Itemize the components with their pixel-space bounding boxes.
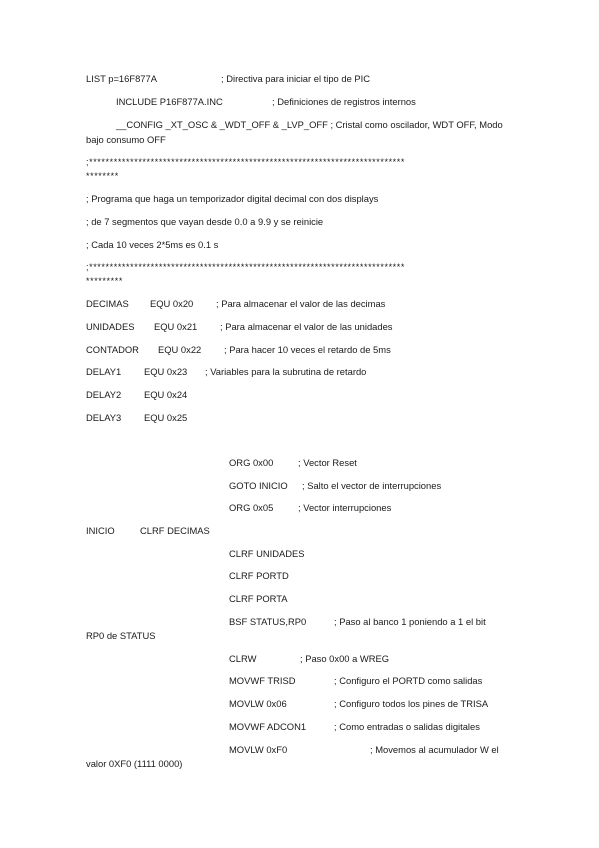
comment-line: ; de 7 segmentos que vayan desde 0.0 a 9.9 y se reinicie: [86, 216, 324, 227]
equ-label: DELAY3: [86, 412, 122, 423]
separator-line: ;*****************************************************************************: [86, 262, 405, 272]
separator-line-continuation: *********: [86, 276, 123, 286]
code-comment: ; Para almacenar el valor de las unidades: [220, 321, 393, 332]
equ-value: EQU 0x25: [144, 412, 188, 423]
config-line: __CONFIG _XT_OSC & _WDT_OFF & _LVP_OFF ; Cristal como oscilador, WDT OFF, Modo: [116, 119, 503, 130]
code-comment: ; Directiva para iniciar el tipo de PIC: [221, 73, 371, 84]
code-comment: ; Paso 0x00 a WREG: [300, 653, 390, 664]
equ-label: DECIMAS: [86, 298, 129, 309]
code-instruction: MOVLW 0xF0: [229, 744, 288, 755]
code-comment: ; Definiciones de registros internos: [272, 96, 416, 107]
code-comment: ; Variables para la subrutina de retardo: [205, 366, 367, 377]
separator-line-continuation: ********: [86, 171, 119, 181]
code-comment: ; Vector interrupciones: [298, 502, 392, 513]
code-comment-continuation: valor 0XF0 (1111 0000): [86, 758, 183, 769]
code-comment: ; Para almacenar el valor de las decimas: [216, 298, 386, 309]
code-comment: ; Como entradas o salidas digitales: [334, 721, 480, 732]
code-instruction: CLRF PORTA: [229, 593, 288, 604]
equ-value: EQU 0x22: [158, 344, 202, 355]
equ-value: EQU 0x23: [144, 366, 188, 377]
equ-value: EQU 0x21: [154, 321, 198, 332]
code-instruction: MOVWF TRISD: [229, 675, 296, 686]
code-instruction: BSF STATUS,RP0: [229, 616, 307, 627]
comment-line: ; Cada 10 veces 2*5ms es 0.1 s: [86, 239, 219, 250]
equ-label: DELAY2: [86, 389, 122, 400]
code-comment: ; Salto el vector de interrupciones: [302, 480, 442, 491]
code-instruction: CLRF PORTD: [229, 570, 289, 581]
equ-label: DELAY1: [86, 366, 122, 377]
code-comment: ; Configuro el PORTD como salidas: [334, 675, 483, 686]
code-instruction: CLRF UNIDADES: [229, 548, 305, 559]
equ-label: CONTADOR: [86, 344, 139, 355]
code-comment: ; Para hacer 10 veces el retardo de 5ms: [224, 344, 391, 355]
equ-label: UNIDADES: [86, 321, 135, 332]
code-instruction: CLRF DECIMAS: [140, 525, 210, 536]
code-instruction: ORG 0x00: [229, 457, 274, 468]
code-instruction: GOTO INICIO: [229, 480, 288, 491]
code-comment: ; Configuro todos los pines de TRISA: [334, 698, 489, 709]
equ-value: EQU 0x24: [144, 389, 188, 400]
code-label: INICIO: [86, 525, 115, 536]
comment-line: ; Programa que haga un temporizador digital decimal con dos displays: [86, 193, 379, 204]
equ-value: EQU 0x20: [150, 298, 194, 309]
code-comment: ; Movemos al acumulador W el: [370, 744, 499, 755]
code-instruction: MOVWF ADCON1: [229, 721, 307, 732]
code-instruction: MOVLW 0x06: [229, 698, 287, 709]
code-comment: ; Paso al banco 1 poniendo a 1 el bit: [334, 616, 486, 627]
code-comment-continuation: RP0 de STATUS: [86, 630, 156, 641]
code-instruction: CLRW: [229, 653, 257, 664]
code-instruction: ORG 0x05: [229, 502, 274, 513]
config-line-continuation: bajo consumo OFF: [86, 134, 166, 145]
code-instruction: LIST p=16F877A: [86, 73, 157, 84]
code-comment: ; Vector Reset: [298, 457, 357, 468]
separator-line: ;*****************************************************************************: [86, 157, 405, 167]
code-instruction: INCLUDE P16F877A.INC: [116, 96, 223, 107]
